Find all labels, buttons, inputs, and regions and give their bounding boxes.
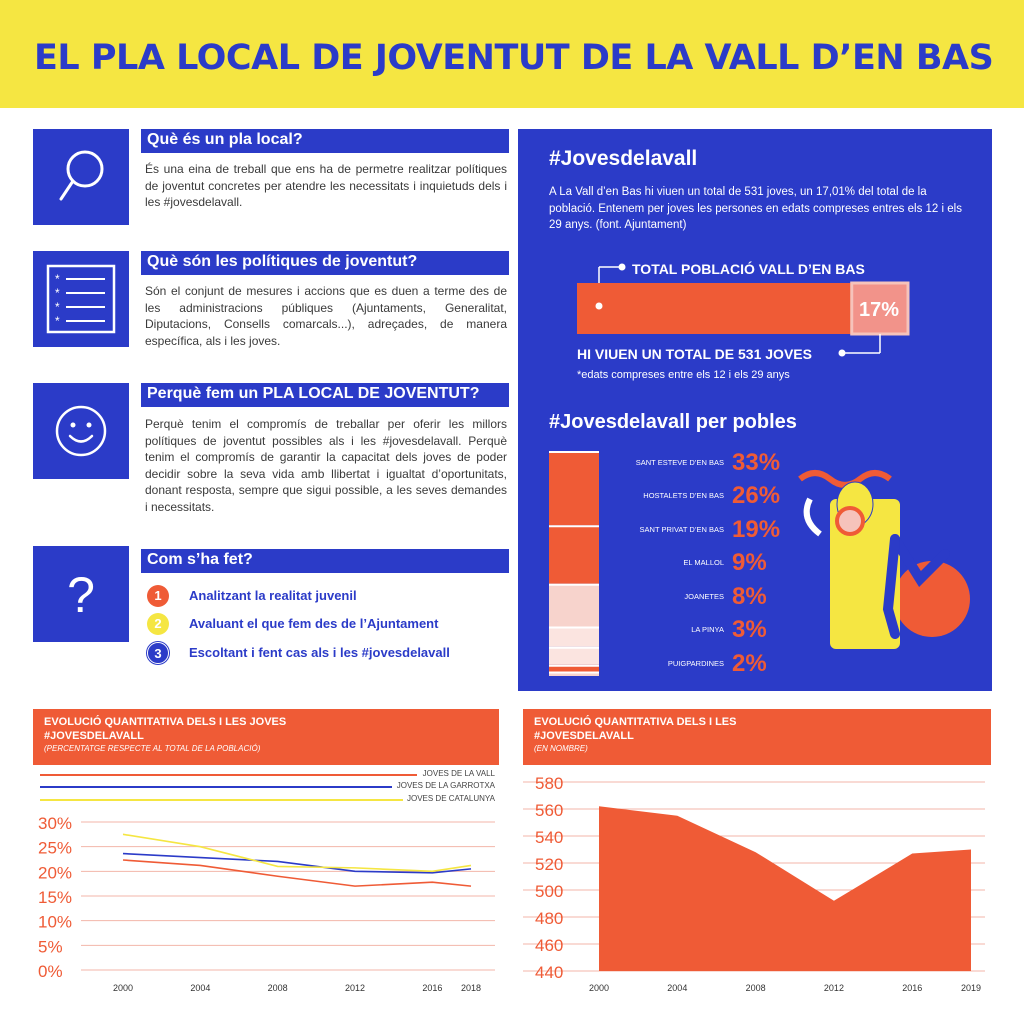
chart-subtitle: (EN NOMBRE) xyxy=(534,744,588,753)
x-tick-label: 2019 xyxy=(960,983,982,993)
youth-share-label: 17% xyxy=(859,299,900,321)
step-number: 3 xyxy=(147,642,169,664)
step-label: Analitzant la realitat juvenil xyxy=(189,588,357,603)
stack-divider xyxy=(549,584,599,586)
y-tick-label: 20% xyxy=(38,863,73,883)
svg-text:?: ? xyxy=(67,567,95,623)
poble-pct: 8% xyxy=(732,583,767,610)
x-tick-label: 2016 xyxy=(902,983,923,993)
jovesdelavall-panel xyxy=(518,129,992,691)
y-tick-label: 10% xyxy=(38,912,73,932)
y-tick-label: 30% xyxy=(38,814,73,833)
stack-segment xyxy=(549,525,599,584)
section-text: És una eina de treball que ens ha de permetre realitzar polítiques de joventut concretes per atendre les necessitats i inquietuds dels i les #jovesdelavall. xyxy=(145,162,507,209)
x-tick-label: 2000 xyxy=(588,983,610,993)
legend-label: JOVES DE LA VALL xyxy=(422,769,495,778)
poble-pct: 2% xyxy=(732,650,767,677)
poble-pct: 26% xyxy=(732,482,781,509)
poble-pct: 19% xyxy=(732,516,781,543)
section-text: Perquè tenim el compromís de treballar per oferir les millors polítiques de joventut possibles als i les #jovesdelavall. Perquè tenim el compromís de garantir la capacitat dels joves de poder decidir sobre la seva vida amb llibertat i igualtat d’oportunitats, donant resposta, sempre que sigui possible, a les seves demandes i necessitats. xyxy=(145,417,507,514)
title-banner xyxy=(0,0,1024,108)
chart-subtitle: (PERCENTATGE RESPECTE AL TOTAL DE LA POBLACIÓ) xyxy=(44,744,261,753)
x-tick-label: 2018 xyxy=(460,983,482,993)
area-chart-count xyxy=(523,770,993,1000)
poble-pct: 9% xyxy=(732,549,767,576)
series-line xyxy=(123,834,471,871)
stack-segment xyxy=(549,451,599,525)
stack-segment xyxy=(549,647,599,665)
poble-name: LA PINYA xyxy=(691,625,724,634)
section-title: Perquè fem un PLA LOCAL DE JOVENTUT? xyxy=(141,383,509,407)
y-tick-label: 540 xyxy=(535,828,564,847)
stack-divider xyxy=(549,665,599,667)
legend-swatch xyxy=(40,774,417,776)
poble-pct: 3% xyxy=(732,616,767,643)
svg-text:*: * xyxy=(55,286,60,300)
x-tick-label: 2004 xyxy=(667,983,688,993)
step-number: 1 xyxy=(147,585,169,607)
y-tick-label: 520 xyxy=(535,855,564,874)
chart-title: EVOLUCIÓ QUANTITATIVA DELS I LES #JOVESDELAVALL xyxy=(534,716,737,742)
legend-label: JOVES DE LA GARROTXA xyxy=(396,781,495,790)
poble-name: JOANETES xyxy=(684,592,724,601)
section-title: Què és un pla local? xyxy=(141,129,509,153)
poble-name: PUIGPARDINES xyxy=(667,659,724,668)
stack-segment xyxy=(549,584,599,627)
magnifier-icon xyxy=(33,129,129,225)
chart-header-count xyxy=(523,709,991,765)
step-number: 2 xyxy=(147,613,169,635)
series-area xyxy=(599,806,971,971)
youth-total-label: HI VIUEN UN TOTAL DE 531 JOVES xyxy=(577,346,812,362)
pobles-title: #Jovesdelavall per pobles xyxy=(549,411,797,433)
y-tick-label: 580 xyxy=(535,774,564,793)
y-tick-label: 500 xyxy=(535,882,564,901)
stack-divider xyxy=(549,672,599,674)
smiley-icon xyxy=(33,383,129,479)
legend-item xyxy=(40,794,495,806)
x-tick-label: 2012 xyxy=(823,983,844,993)
y-tick-label: 560 xyxy=(535,801,564,820)
y-tick-label: 460 xyxy=(535,936,564,955)
chart-title: EVOLUCIÓ QUANTITATIVA DELS I LES JOVES #JOVESDELAVALL xyxy=(44,716,287,742)
y-tick-label: 25% xyxy=(38,838,73,858)
legend-item xyxy=(40,769,495,781)
legend-label: JOVES DE CATALUNYA xyxy=(406,794,495,803)
poble-name: HOSTALETS D’EN BAS xyxy=(643,491,724,500)
y-tick-label: 440 xyxy=(535,963,564,982)
legend-swatch xyxy=(40,799,403,801)
stack-divider xyxy=(549,525,599,527)
poble-name: EL MALLOL xyxy=(683,558,724,567)
y-tick-label: 15% xyxy=(38,888,73,907)
youth-age-note: *edats compreses entre els 12 i els 29 anys xyxy=(577,369,790,381)
poble-pct: 33% xyxy=(732,449,781,476)
poble-name: SANT PRIVAT D’EN BAS xyxy=(639,525,724,534)
svg-text:*: * xyxy=(55,300,60,314)
stack-divider xyxy=(549,451,599,453)
page-title: EL PLA LOCAL DE JOVENTUT DE LA VALL D’EN BAS xyxy=(34,38,994,78)
poble-name: SANT ESTEVE D’EN BAS xyxy=(635,458,724,467)
x-tick-label: 2008 xyxy=(267,983,288,993)
stack-divider xyxy=(549,627,599,629)
checklist-icon xyxy=(33,251,129,347)
x-tick-label: 2004 xyxy=(190,983,211,993)
y-tick-label: 480 xyxy=(535,909,564,928)
x-tick-label: 2012 xyxy=(344,983,366,993)
section-text: Són el conjunt de mesures i accions que es duen a terme des de les administracions públiques (Ajuntaments, Generalitat, Diputacions, Consells comarcals...), adreçades, de manera específica, als i les joves. xyxy=(145,284,507,348)
line-chart-percent xyxy=(33,810,503,1000)
legend-swatch xyxy=(40,786,392,788)
y-tick-label: 0% xyxy=(38,962,63,981)
total-population-label: TOTAL POBLACIÓ VALL D’EN BAS xyxy=(632,261,865,277)
step-label: Escoltant i fent cas als i les #jovesdelavall xyxy=(189,645,450,660)
y-tick-label: 5% xyxy=(38,937,63,957)
svg-text:*: * xyxy=(55,314,60,328)
x-tick-label: 2000 xyxy=(112,983,134,993)
legend-item xyxy=(40,781,495,793)
pobles-stacked-bar xyxy=(549,451,599,676)
x-tick-label: 2016 xyxy=(422,983,443,993)
svg-text:*: * xyxy=(55,272,60,286)
stack-segment xyxy=(549,627,599,647)
step-label: Avaluant el que fem des de l’Ajuntament xyxy=(189,616,439,631)
x-tick-label: 2008 xyxy=(745,983,766,993)
chart-header-percent xyxy=(33,709,499,765)
panel-hashtag: #Jovesdelavall xyxy=(549,147,698,170)
stack-divider xyxy=(549,647,599,649)
panel-intro: A La Vall d’en Bas hi viuen un total de 531 joves, un 17,01% del total de la població. Entenem per joves les persones en edats compreses entres els 12 i els 29 anys. (font. Ajuntament) xyxy=(549,186,962,231)
question-icon xyxy=(33,546,129,642)
section-title: Com s’ha fet? xyxy=(141,549,509,573)
section-title: Què són les polítiques de joventut? xyxy=(141,251,509,275)
person-with-magnifier-illustration xyxy=(780,459,980,659)
